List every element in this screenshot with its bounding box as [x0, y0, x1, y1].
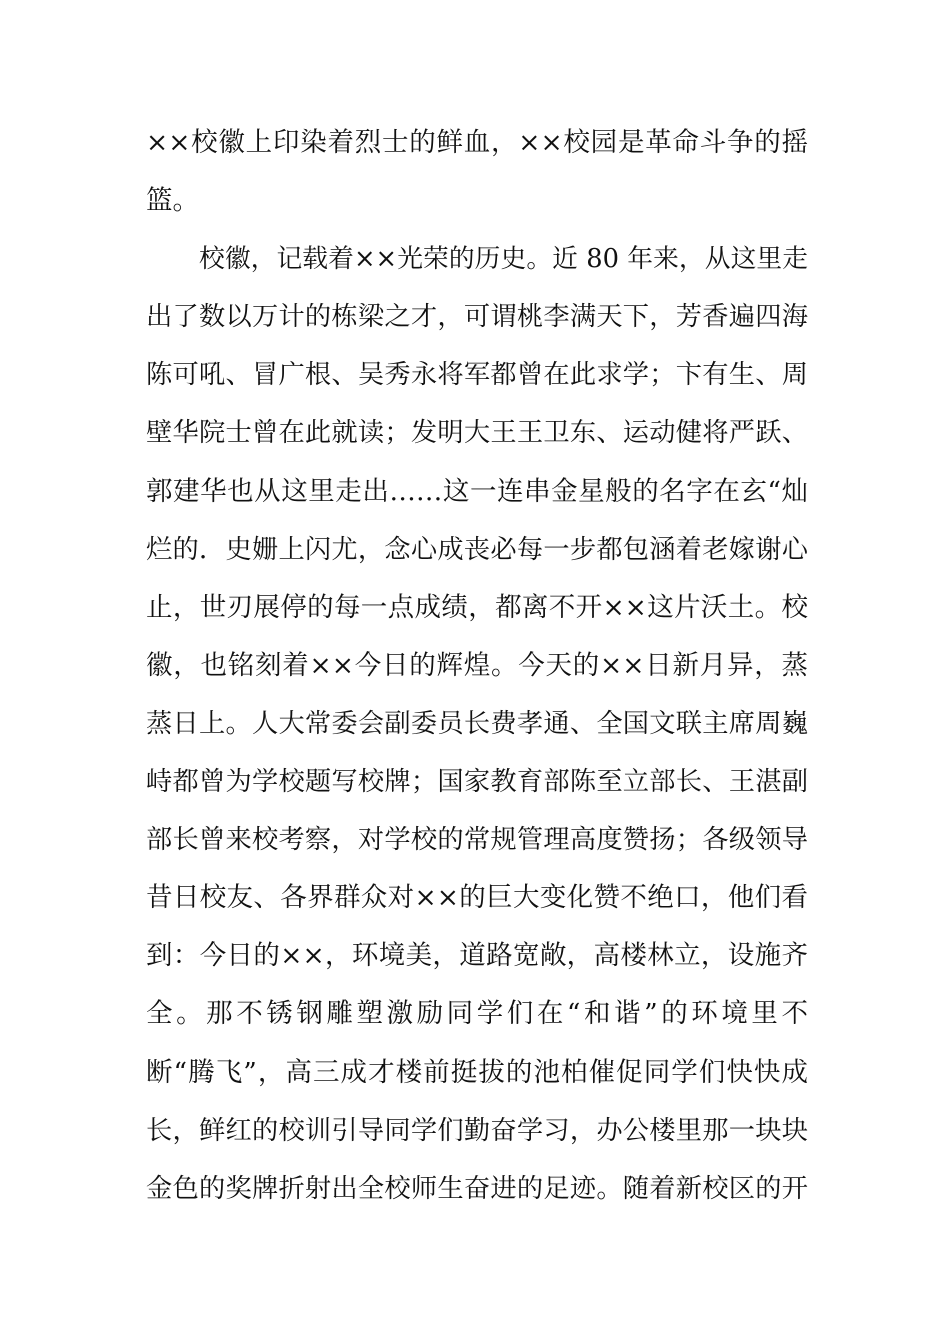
- text-line: ××校徽上印染着烈士的鲜血，××校园是革命斗争的摇: [146, 127, 808, 158]
- text-line: 全。那不锈钢雕塑激励同学们在“和谐”的环境里不: [146, 998, 808, 1030]
- text-line: 长，鲜红的校训引导同学们勤奋学习，办公楼里那一块块: [146, 1115, 808, 1146]
- text-line: 止，世刃展停的每一点成绩，都离不开××这片沃土。校: [146, 591, 808, 623]
- text-line: 断“腾飞”，高三成才楼前挺拔的池柏催促同学们快快成: [146, 1056, 808, 1088]
- text-line: 出了数以万计的栋梁之才，可谓桃李满天下，芳香遍四海: [146, 302, 808, 333]
- text-line: 到：今日的××，环境美，道路宽敞，高楼林立，设施齐: [146, 940, 808, 972]
- text-line: 峙都曾为学校题写校牌；国家教育部陈至立部长、王湛副: [146, 767, 808, 798]
- body-text: [146, 114, 808, 1218]
- text-line: 昔日校友、各界群众对××的巨大变化赞不绝口，他们看: [146, 882, 808, 914]
- text-line: 金色的奖牌折射出全校师生奋进的足迹。随着新校区的开: [146, 1173, 808, 1204]
- text-line: 陈可吼、冒广根、吴秀永将军都曾在此求学；卞有生、周: [146, 360, 808, 391]
- text-line: 蒸日上。人大常委会副委员长费孝通、全国文联主席周巍: [146, 708, 808, 739]
- text-line: 篮。: [146, 185, 199, 217]
- text-line: 徽，也铭刻着××今日的辉煌。今天的××日新月异，蒸: [146, 649, 808, 681]
- text-line: 郭建华也从这里走出……这一连串金星般的名字在玄“灿: [146, 475, 808, 507]
- text-line: 壁华院士曾在此就读；发明大王王卫东、运动健将严跃、: [146, 418, 808, 449]
- text-line: 校徽，记载着××光荣的历史。近 80 年来，从这里走: [199, 244, 808, 275]
- text-line: 烂的．史姗上闪尤，念心成丧必每一步都包涵着老嫁谢心: [146, 534, 808, 565]
- text-line: 部长曾来校考察，对学校的常规管理高度赞扬；各级领导: [146, 825, 808, 856]
